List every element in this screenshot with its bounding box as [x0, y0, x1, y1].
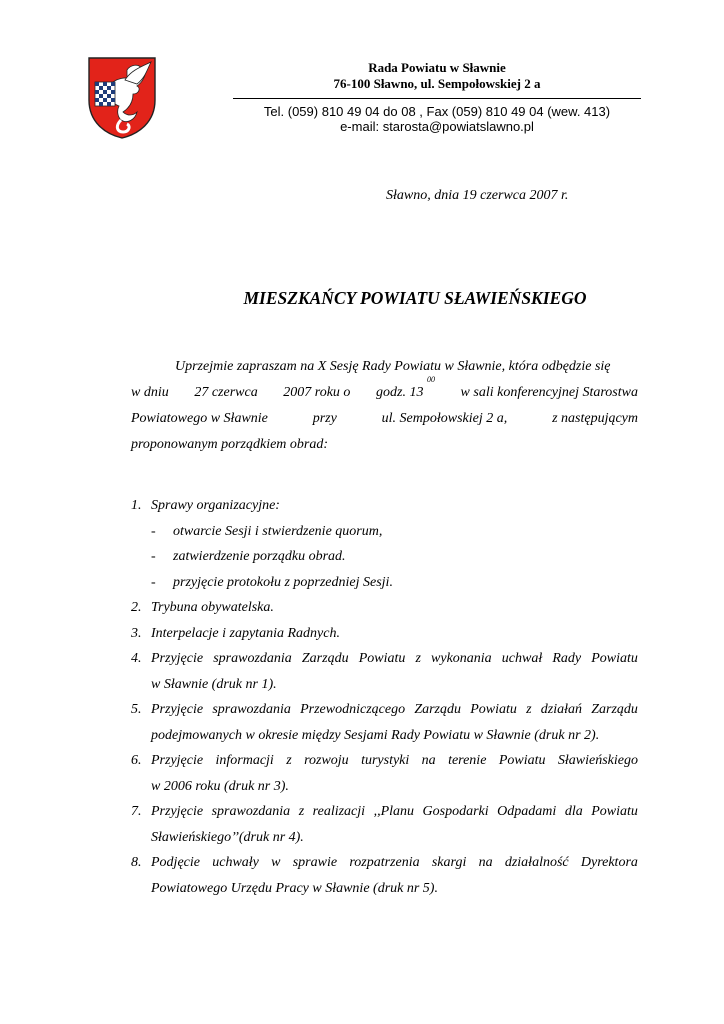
agenda-text: Interpelacje i zapytania Radnych.: [151, 625, 340, 641]
agenda-item: [131, 853, 638, 879]
agenda-text: Sławieńskiego’’(druk nr 4).: [151, 829, 304, 845]
header-divider: [233, 98, 641, 99]
agenda-number: 2.: [131, 600, 142, 615]
dash-bullet: -: [151, 574, 156, 590]
agenda-text: Podjęcie uchwały w sprawie rozpatrzenia skargi na działalność Dyrektora: [151, 855, 638, 870]
session-time: [376, 375, 435, 409]
agenda-text: podejmowanych w okresie między Sesjami Rady Powiatu w Sławnie (druk nr 2).: [151, 727, 600, 743]
agenda-number: 8.: [131, 855, 142, 870]
intro-w-dniu: w dniu: [131, 385, 169, 400]
agenda-item: [131, 751, 638, 777]
agenda-item: [131, 649, 638, 675]
document-heading: MIESZKAŃCY POWIATU SŁAWIEŃSKIEGO: [243, 288, 587, 308]
agenda-subitem: [131, 522, 638, 548]
agenda-subitem: [131, 573, 638, 599]
agenda-item: [131, 700, 638, 726]
agenda-item-continuation: [131, 675, 638, 701]
intro-fragment: ul. Sempołowskiej 2 a,: [381, 411, 508, 426]
document-date: Sławno, dnia 19 czerwca 2007 r.: [386, 188, 569, 203]
contact-phone-fax: Tel. (059) 810 49 04 do 08 , Fax (059) 810 49 04 (wew. 413): [263, 104, 611, 119]
session-minutes: 00: [426, 375, 435, 384]
agenda-text: Przyjęcie sprawozdania Przewodniczącego Zarządu Powiatu z działań Zarządu: [151, 702, 638, 717]
agenda-subitem-text: zatwierdzenie porządku obrad.: [173, 549, 346, 564]
intro-line-1: Uprzejmie zapraszam na X Sesję Rady Powiatu w Sławnie, która odbędzie się: [175, 359, 611, 374]
agenda-text: w 2006 roku (druk nr 3).: [151, 778, 289, 794]
session-year: 2007 roku o: [283, 385, 351, 400]
agenda-number: 4.: [131, 651, 142, 666]
agenda-number: 6.: [131, 753, 142, 768]
agenda-item-continuation: [131, 879, 638, 905]
agenda-item-continuation: [131, 726, 638, 752]
agenda-subitem-text: przyjęcie protokołu z poprzedniej Sesji.: [173, 574, 393, 590]
intro-line-3: [131, 409, 638, 435]
agenda-text: Sprawy organizacyjne:: [151, 498, 280, 513]
session-hour: godz. 13: [376, 385, 424, 400]
agenda-text: Powiatowego Urzędu Pracy w Sławnie (druk nr 5).: [151, 880, 438, 896]
dash-bullet: -: [151, 523, 156, 539]
agenda-text: Przyjęcie informacji z rozwoju turystyki na terenie Powiatu Sławieńskiego: [151, 753, 638, 768]
intro-line-2: [131, 375, 638, 409]
contact-email[interactable]: e-mail: starosta@powiatslawno.pl: [340, 119, 534, 134]
agenda-subitem-text: otwarcie Sesji i stwierdzenie quorum,: [173, 523, 383, 539]
agenda-item-continuation: [131, 777, 638, 803]
organization-name: Rada Powiatu w Sławnie: [368, 60, 506, 75]
agenda-text: Przyjęcie sprawozdania z realizacji ,,Planu Gospodarki Odpadami dla Powiatu: [151, 804, 638, 819]
agenda-subitem: [131, 547, 638, 573]
organization-address: 76-100 Sławno, ul. Sempołowskiej 2 a: [333, 76, 541, 91]
intro-fragment: z następującym: [552, 411, 638, 426]
session-date: 27 czerwca: [194, 385, 258, 400]
intro-line-4: proponowanym porządkiem obrad:: [131, 437, 329, 452]
agenda-number: 3.: [131, 625, 142, 641]
intro-fragment: Powiatowego w Sławnie: [131, 411, 268, 426]
agenda-item: [131, 496, 638, 522]
coat-of-arms-icon: [87, 56, 157, 140]
agenda-item: [131, 624, 638, 650]
agenda-number: 1.: [131, 498, 142, 513]
agenda-number: 7.: [131, 804, 142, 819]
intro-fragment: przy: [312, 411, 337, 426]
session-location: w sali konferencyjnej Starostwa: [460, 385, 638, 400]
dash-bullet: -: [151, 549, 156, 564]
agenda-list: [131, 496, 638, 904]
agenda-item-continuation: [131, 828, 638, 854]
agenda-item: [131, 802, 638, 828]
agenda-text: Przyjęcie sprawozdania Zarządu Powiatu z wykonania uchwał Rady Powiatu: [151, 651, 638, 666]
agenda-text: Trybuna obywatelska.: [151, 600, 274, 615]
agenda-item: [131, 598, 638, 624]
agenda-number: 5.: [131, 702, 142, 717]
agenda-text: w Sławnie (druk nr 1).: [151, 676, 277, 692]
intro-paragraph: [131, 357, 638, 461]
